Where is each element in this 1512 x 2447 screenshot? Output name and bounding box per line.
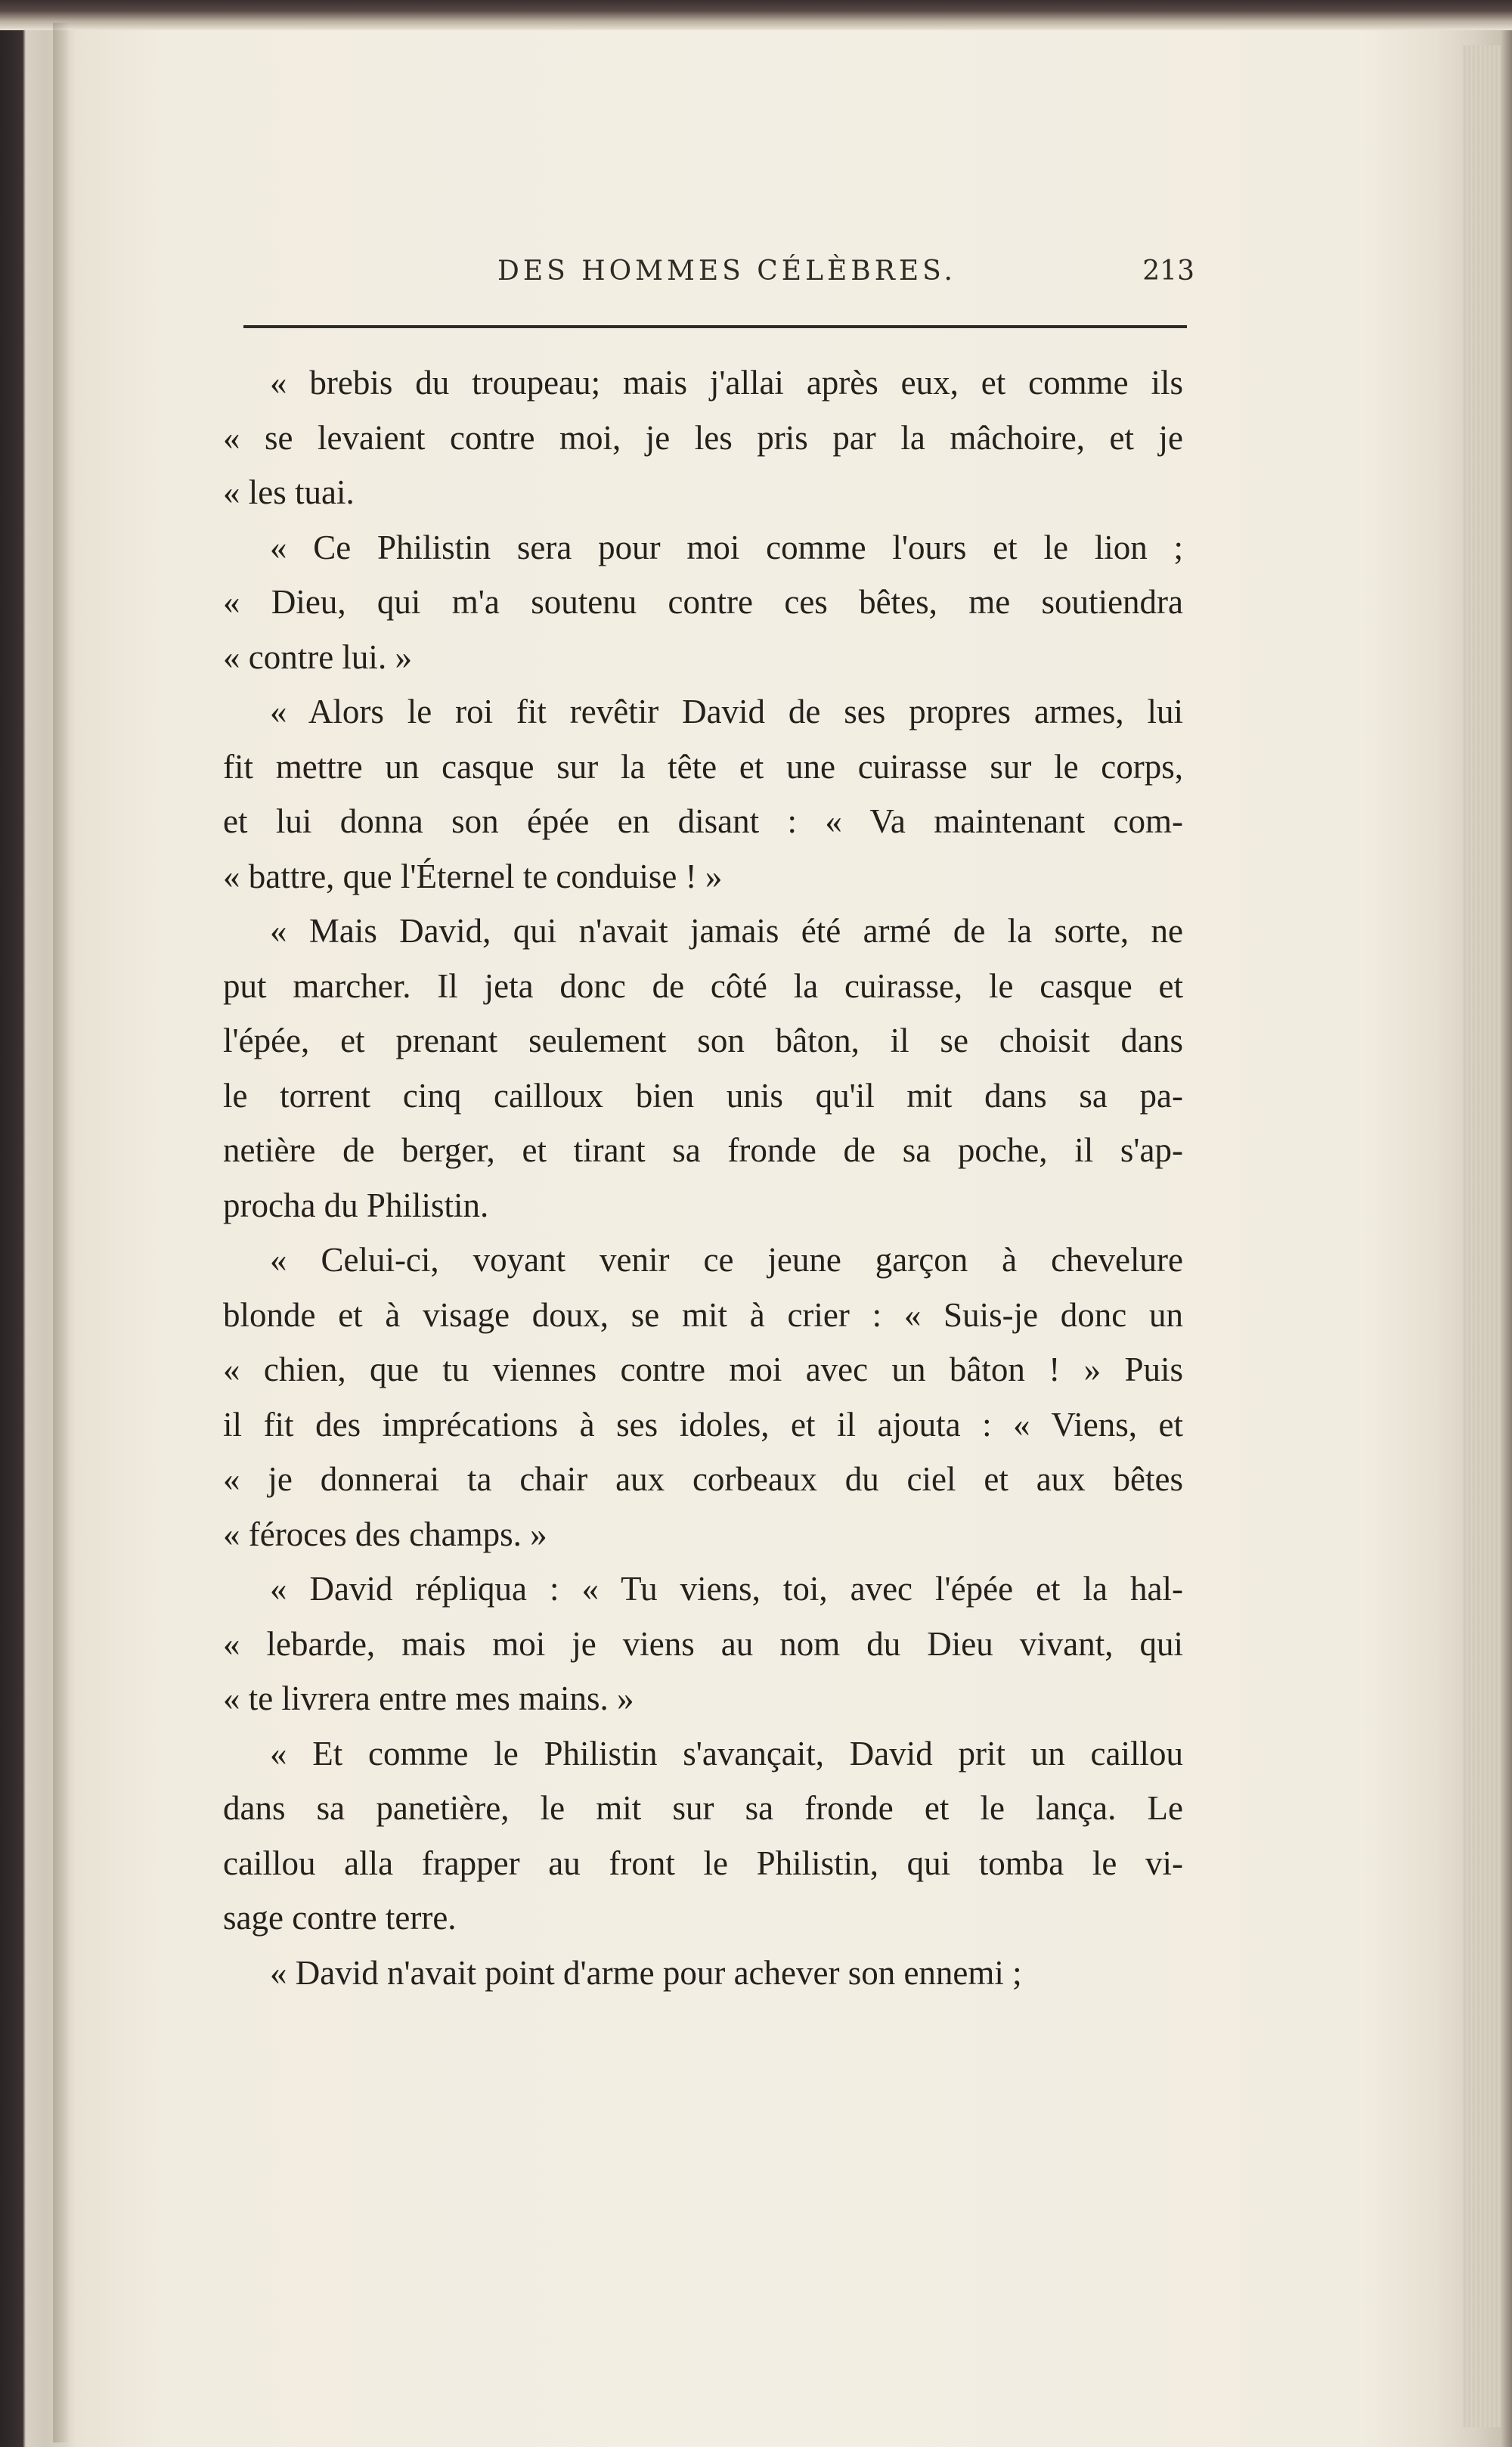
text-line: « te livrera entre mes mains. »	[223, 1679, 634, 1717]
text-line: « Dieu, qui m'a soutenu contre ces bêtes, me soutiendra	[223, 583, 1183, 621]
text-line: « Mais David, qui n'avait jamais été armé de la sorte, ne	[270, 912, 1183, 950]
text-line: procha du Philistin.	[223, 1186, 489, 1224]
text-line: caillou alla frapper au front le Philistin, qui tomba le vi-	[223, 1844, 1183, 1882]
text-line: « Alors le roi fit revêtir David de ses propres armes, lui	[270, 693, 1183, 730]
paragraph	[223, 1562, 1183, 1726]
page-fore-edge	[1463, 45, 1501, 2427]
text-line: put marcher. Il jeta donc de côté la cuirasse, le casque et	[223, 966, 1183, 1005]
text-line: « je donnerai ta chair aux corbeaux du ciel et aux bêtes	[223, 1460, 1183, 1498]
text-line: sage contre terre.	[223, 1899, 457, 1937]
text-line: il fit des imprécations à ses idoles, et il ajouta : « Viens, et	[223, 1405, 1183, 1444]
text-line: blonde et à visage doux, se mit à crier : « Suis-je donc un	[223, 1295, 1183, 1334]
text-line: netière de berger, et tirant sa fronde de sa poche, il s'ap-	[223, 1131, 1183, 1169]
paragraph	[223, 684, 1183, 904]
text-line: « lebarde, mais moi je viens au nom du Dieu vivant, qui	[223, 1624, 1183, 1663]
running-header	[242, 256, 1194, 301]
text-line: « David n'avait point d'arme pour achever son ennemi ;	[270, 1953, 1022, 1992]
text-line: et lui donna son épée en disant : « Va maintenant com-	[223, 802, 1183, 840]
text-line: « chien, que tu viennes contre moi avec un bâton ! » Puis	[223, 1351, 1183, 1388]
text-line: « les tuai.	[223, 473, 355, 511]
paragraph	[223, 520, 1183, 685]
body-text	[223, 355, 1183, 2000]
paragraph	[223, 355, 1183, 520]
paragraph	[223, 1233, 1183, 1562]
text-line: fit mettre un casque sur la tête et une cuirasse sur le corps,	[223, 747, 1183, 786]
book-top-edge	[0, 0, 1512, 30]
text-line: « David répliqua : « Tu viens, toi, avec l'épée et la hal-	[270, 1570, 1183, 1608]
text-line: « Et comme le Philistin s'avançait, David prit un caillou	[270, 1734, 1183, 1772]
text-line: le torrent cinq cailloux bien unis qu'il mit dans sa pa-	[223, 1076, 1183, 1115]
text-line: « Celui-ci, voyant venir ce jeune garçon à chevelure	[270, 1241, 1183, 1279]
text-line: « féroces des champs. »	[223, 1515, 547, 1553]
text-line: « brebis du troupeau; mais j'allai après eux, et comme ils	[270, 364, 1183, 402]
running-title: DES HOMMES CÉLÈBRES.	[497, 256, 956, 287]
text-line: « contre lui. »	[223, 637, 412, 676]
text-line: l'épée, et prenant seulement son bâton, il se choisit dans	[223, 1022, 1183, 1059]
page-number: 213	[1142, 256, 1194, 287]
text-line: « battre, que l'Éternel te conduise ! »	[223, 857, 723, 895]
text-line: dans sa panetière, le mit sur sa fronde et le lança. Le	[223, 1789, 1183, 1827]
text-line: « se levaient contre moi, je les pris par la mâchoire, et je	[223, 418, 1183, 457]
paragraph	[223, 1946, 1183, 2001]
paragraph	[223, 904, 1183, 1233]
text-line: « Ce Philistin sera pour moi comme l'ours et le lion ;	[270, 528, 1183, 566]
gutter-shadow	[53, 23, 70, 2442]
header-rule	[243, 325, 1187, 328]
paragraph	[223, 1726, 1183, 1946]
